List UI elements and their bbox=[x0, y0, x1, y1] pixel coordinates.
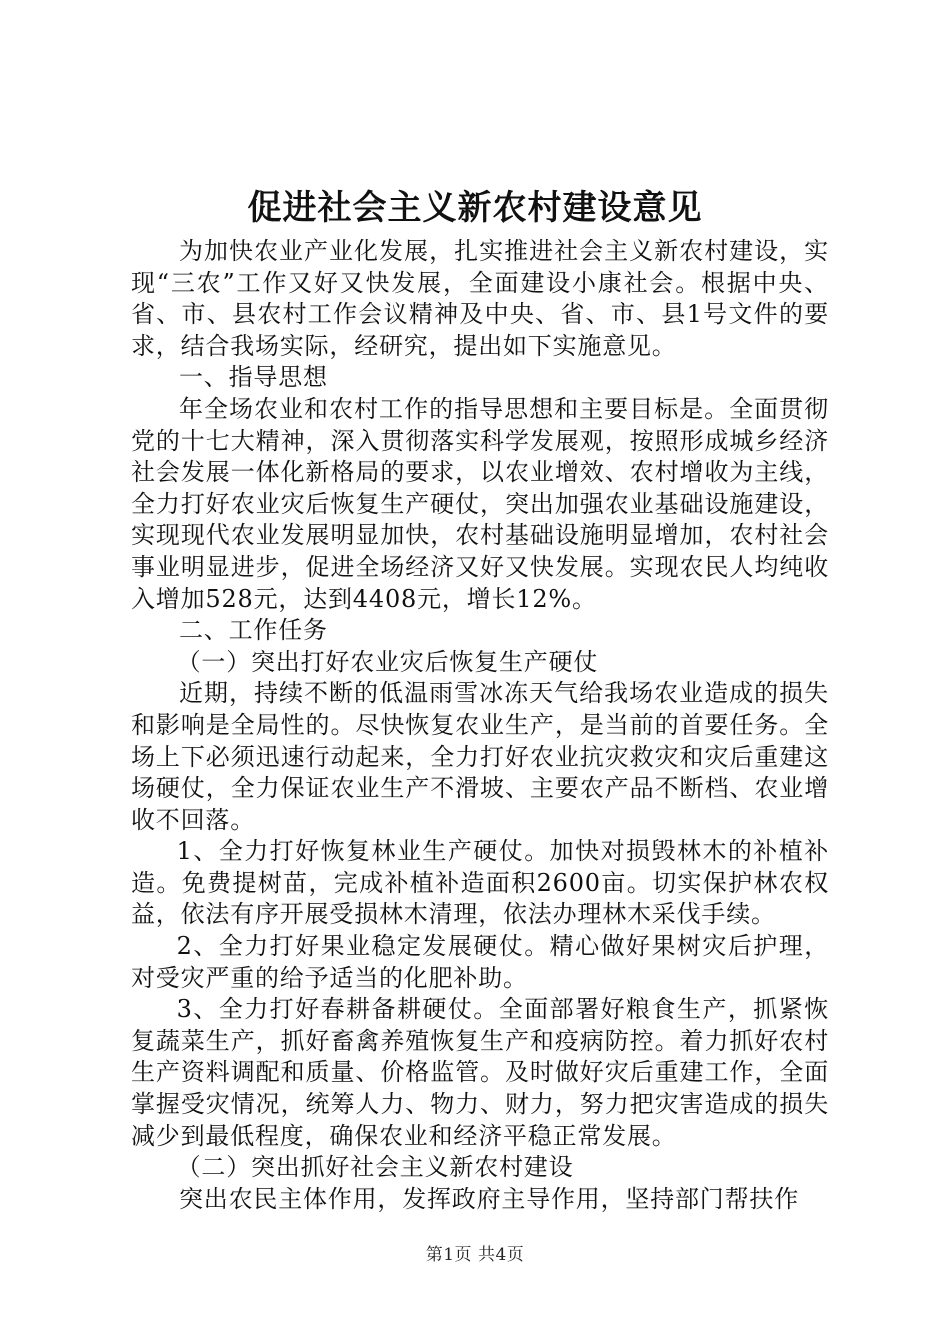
section-heading-work-tasks: 二、工作任务 bbox=[179, 616, 328, 645]
document-body bbox=[131, 236, 829, 1215]
paragraph-guiding-ideology: 年全场农业和农村工作的指导思想和主要目标是。全面贯彻党的十七大精神，深入贯彻落实科学发展观，按照形成城乡经济社会发展一体化新格局的要求，以农业增效、农村增收为主线，全力打好农业灾后恢复生产硬仗，突出加强农业基础设施建设，实现现代农业发展明显加快，农村基础设施明显增加，农村社会事业明显进步，促进全场经济又好又快发展。实现农民人均纯收入增加528元，达到4408元，增长12%。 bbox=[131, 394, 829, 613]
paragraph-forestry: 1、全力打好恢复林业生产硬仗。加快对损毁林木的补植补造。免费提树苗，完成补植补造面积2600亩。切实保护林农权益，依法有序开展受损林木清理，依法办理林木采伐手续。 bbox=[131, 837, 829, 929]
paragraph-intro: 为加快农业产业化发展，扎实推进社会主义新农村建设，实现“三农”工作又好又快发展，全面建设小康社会。根据中央、省、市、县农村工作会议精神及中央、省、市、县1号文件的要求，结合我场实际，经研究，提出如下实施意见。 bbox=[131, 237, 829, 360]
section-heading-guiding-ideology: 一、指导思想 bbox=[179, 363, 328, 392]
page-number-footer: 第1页 共4页 bbox=[425, 1245, 525, 1265]
subsection-heading-new-countryside: （二）突出抓好社会主义新农村建设 bbox=[176, 1153, 574, 1182]
paragraph-disaster-recovery: 近期，持续不断的低温雨雪冰冻天气给我场农业造成的损失和影响是全局性的。尽快恢复农业生产，是当前的首要任务。全场上下必须迅速行动起来，全力打好农业抗灾救灾和灾后重建这场硬仗，全力保证农业生产不滑坡、主要农产品不断档、农业增收不回落。 bbox=[131, 679, 829, 834]
paragraph-fruit-industry: 2、全力打好果业稳定发展硬仗。精心做好果树灾后护理，对受灾严重的给予适当的化肥补助。 bbox=[131, 932, 829, 992]
document-title: 促进社会主义新农村建设意见 bbox=[247, 188, 703, 228]
paragraph-spring-farming: 3、全力打好春耕备耕硬仗。全面部署好粮食生产，抓紧恢复蔬菜生产，抓好畜禽养殖恢复生产和疫病防控。着力抓好农村生产资料调配和质量、价格监管。及时做好灾后重建工作，全面掌握受灾情况，统筹人力、物力、财力，努力把灾害造成的损失减少到最低程度，确保农业和经济平稳正常发展。 bbox=[131, 995, 829, 1150]
subsection-heading-disaster-recovery: （一）突出打好农业灾后恢复生产硬仗 bbox=[176, 647, 599, 676]
paragraph-new-countryside: 突出农民主体作用，发挥政府主导作用，坚持部门帮扶作 bbox=[179, 1184, 799, 1213]
